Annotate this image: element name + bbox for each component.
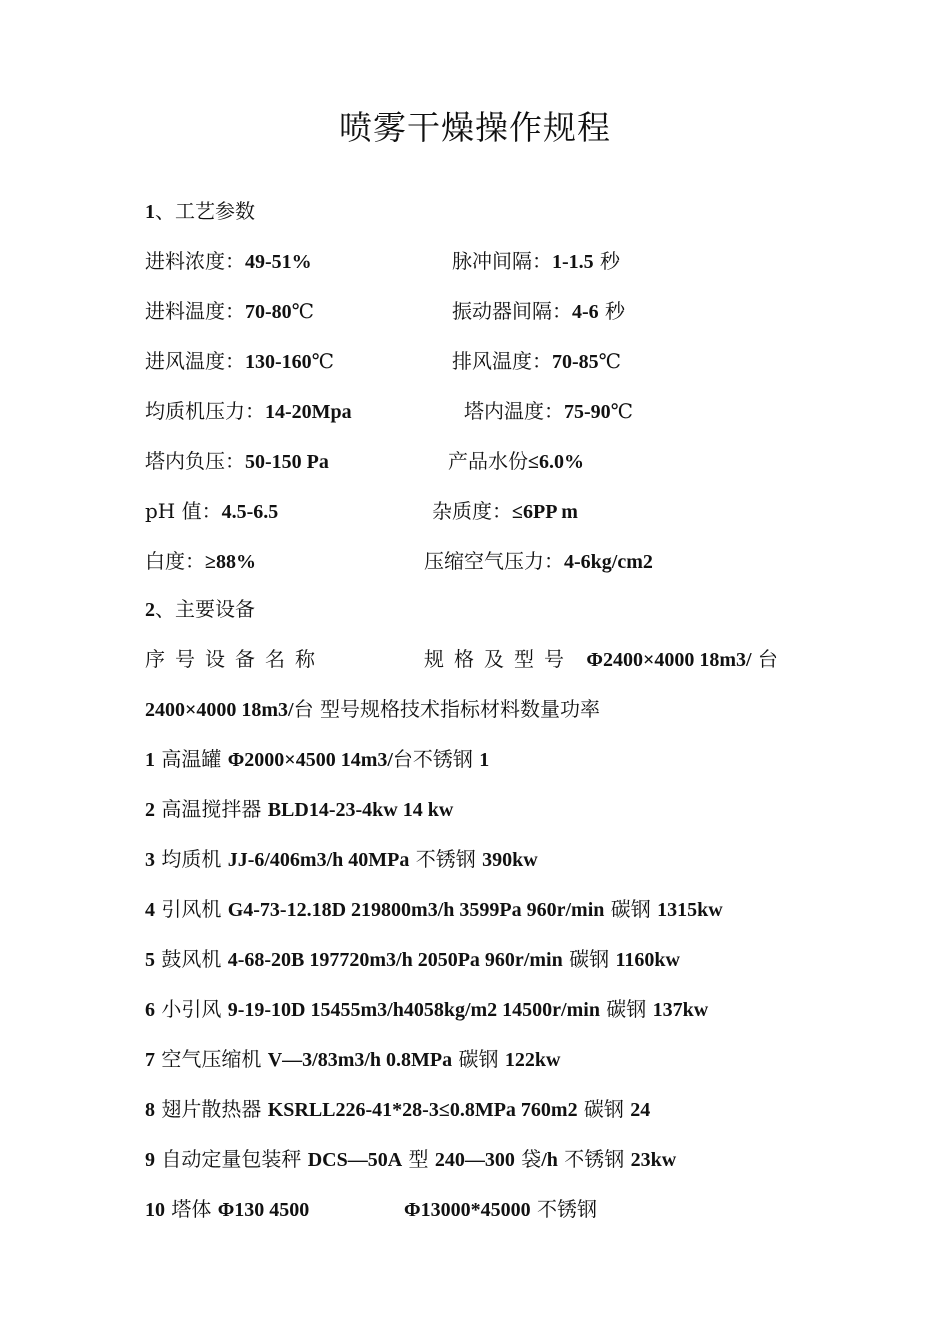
- item-material: 碳钢: [452, 1047, 505, 1071]
- item-name: 鼓风机: [155, 947, 228, 971]
- header-spec-value: Φ2400×4000 18m3/: [586, 649, 752, 671]
- header-line2-tail: 台 型号规格技术指标材料数量功率: [293, 697, 600, 721]
- param-right: [432, 498, 578, 525]
- equipment-row: [145, 1096, 650, 1123]
- item-number: 3: [145, 849, 155, 871]
- param-label: 杂质度：: [432, 499, 512, 523]
- item-name: 引风机: [155, 897, 228, 921]
- equipment-row: [145, 946, 680, 973]
- equipment-row: [145, 1196, 309, 1223]
- param-left: [145, 548, 256, 575]
- section-title: 、工艺参数: [155, 199, 255, 223]
- item-name: 自动定量包装秤: [155, 1147, 308, 1171]
- item-unit: 袋: [514, 1147, 542, 1171]
- item-material: 不锈钢: [557, 1147, 631, 1171]
- param-unit: ℃: [311, 349, 335, 373]
- item-material: 碳钢: [562, 947, 616, 971]
- item-material: 型: [402, 1147, 435, 1171]
- param-right: [452, 248, 620, 275]
- document-title: 喷雾干燥操作规程: [339, 108, 611, 147]
- param-value: 50-150 Pa: [245, 451, 329, 473]
- item-material: 不锈钢: [409, 847, 483, 871]
- equipment-header-line2: [145, 696, 600, 723]
- param-label: pH 值：: [145, 499, 222, 523]
- item-power: 23kw: [630, 1149, 677, 1171]
- param-label: 塔内温度：: [464, 399, 564, 423]
- param-left: [145, 348, 334, 375]
- item-name: 均质机: [155, 847, 228, 871]
- param-left: [145, 248, 312, 275]
- param-right: [448, 448, 584, 475]
- item-value: 390kw: [482, 849, 538, 871]
- item-number: 7: [145, 1049, 155, 1071]
- param-unit: ℃: [291, 299, 315, 323]
- param-left: [145, 298, 314, 325]
- param-unit: 秒: [593, 249, 621, 273]
- item-material: 台不锈钢: [392, 747, 480, 771]
- section-title: 、主要设备: [155, 597, 255, 621]
- item-number: 10: [145, 1199, 165, 1221]
- param-label: 脉冲间隔：: [452, 249, 552, 273]
- item-number: 4: [145, 899, 155, 921]
- item-unit-value: /h: [541, 1149, 558, 1171]
- item-name: 小引风: [155, 997, 228, 1021]
- item-spec: V—3/83m3/h 0.8MPa: [267, 1049, 453, 1071]
- equipment-row: [145, 1146, 676, 1173]
- param-left: [145, 448, 329, 475]
- equipment-row: [145, 1046, 560, 1073]
- param-right: [452, 298, 625, 325]
- param-label: 均质机压力：: [145, 399, 265, 423]
- item-name: 空气压缩机: [155, 1047, 268, 1071]
- item-material: 碳钢: [604, 897, 658, 921]
- param-value: ≤6.0%: [528, 451, 584, 473]
- param-right: [452, 348, 621, 375]
- param-value: ≤6PP m: [512, 501, 578, 523]
- param-value: ≥88%: [205, 551, 256, 573]
- section-heading-equipment: [145, 596, 255, 623]
- section-number: 2: [145, 599, 155, 621]
- item-number: 6: [145, 999, 155, 1021]
- equipment-row: [145, 846, 538, 873]
- equipment-row-extra: [404, 1196, 597, 1223]
- item-spec: G4-73-12.18D 219800m3/h 3599Pa 960r/min: [227, 899, 605, 921]
- header-spec-label: 规格及型号: [424, 647, 574, 671]
- item-value: 1160kw: [615, 949, 680, 971]
- item-spec: Φ13000*45000: [404, 1199, 531, 1221]
- param-value: 14-20Mpa: [265, 401, 352, 423]
- item-material: 不锈钢: [530, 1197, 597, 1221]
- section-number: 1: [145, 201, 155, 223]
- header-unit: 台: [751, 647, 778, 671]
- param-right: [424, 548, 653, 575]
- item-name: 高温搅拌器: [155, 797, 268, 821]
- equipment-row: [145, 746, 489, 773]
- param-label: 白度：: [145, 549, 205, 573]
- param-value: 130-160: [245, 351, 312, 373]
- param-unit: ℃: [610, 399, 634, 423]
- equipment-header-col1: 序号设备名称: [145, 647, 325, 671]
- item-value: 240—300: [434, 1149, 515, 1171]
- item-number: 9: [145, 1149, 155, 1171]
- item-material: 碳钢: [599, 997, 653, 1021]
- item-material: 碳钢: [577, 1097, 631, 1121]
- param-label: 进料温度：: [145, 299, 245, 323]
- item-number: 8: [145, 1099, 155, 1121]
- item-spec: BLD14-23-4kw 14 kw: [267, 799, 454, 821]
- item-spec: DCS—50A: [307, 1149, 403, 1171]
- param-unit: 秒: [598, 299, 626, 323]
- param-label: 产品水份: [448, 449, 528, 473]
- item-spec: Φ130 4500: [217, 1199, 310, 1221]
- item-value: 122kw: [504, 1049, 561, 1071]
- param-value: 75-90: [564, 401, 611, 423]
- param-value: 1-1.5: [552, 251, 594, 273]
- param-left: [145, 498, 278, 525]
- item-spec: JJ-6/406m3/h 40MPa: [227, 849, 410, 871]
- param-value: 70-80: [245, 301, 292, 323]
- item-number: 1: [145, 749, 155, 771]
- param-value: 4.5-6.5: [221, 501, 279, 523]
- param-right: [464, 398, 633, 425]
- param-label: 振动器间隔：: [452, 299, 572, 323]
- item-value: 137kw: [652, 999, 709, 1021]
- param-value: 70-85: [552, 351, 599, 373]
- item-name: 塔体: [165, 1197, 218, 1221]
- param-label: 进风温度：: [145, 349, 245, 373]
- param-value: 4-6kg/cm2: [564, 551, 653, 573]
- equipment-header-col2: [424, 646, 778, 673]
- item-spec: 9-19-10D 15455m3/h4058kg/m2 14500r/min: [227, 999, 600, 1021]
- equipment-row: [145, 996, 708, 1023]
- equipment-row: [145, 796, 453, 823]
- header-line2-bold: 2400×4000 18m3/: [145, 699, 294, 721]
- item-number: 2: [145, 799, 155, 821]
- item-spec: Φ2000×4500 14m3/: [227, 749, 393, 771]
- param-label: 压缩空气压力：: [424, 549, 564, 573]
- param-label: 排风温度：: [452, 349, 552, 373]
- item-number: 5: [145, 949, 155, 971]
- item-spec: 4-68-20B 197720m3/h 2050Pa 960r/min: [227, 949, 563, 971]
- item-name: 翅片散热器: [155, 1097, 268, 1121]
- item-value: 24: [630, 1099, 651, 1121]
- param-unit: ℃: [598, 349, 622, 373]
- param-left: [145, 398, 352, 425]
- param-value: 49-51%: [245, 251, 312, 273]
- section-heading-process-params: [145, 198, 255, 225]
- item-value: 1: [479, 749, 490, 771]
- item-name: 高温罐: [155, 747, 228, 771]
- item-spec: KSRLL226-41*28-3≤0.8MPa 760m2: [267, 1099, 578, 1121]
- item-value: 1315kw: [657, 899, 723, 921]
- equipment-row: [145, 896, 723, 923]
- param-label: 进料浓度：: [145, 249, 245, 273]
- param-value: 4-6: [572, 301, 599, 323]
- param-label: 塔内负压：: [145, 449, 245, 473]
